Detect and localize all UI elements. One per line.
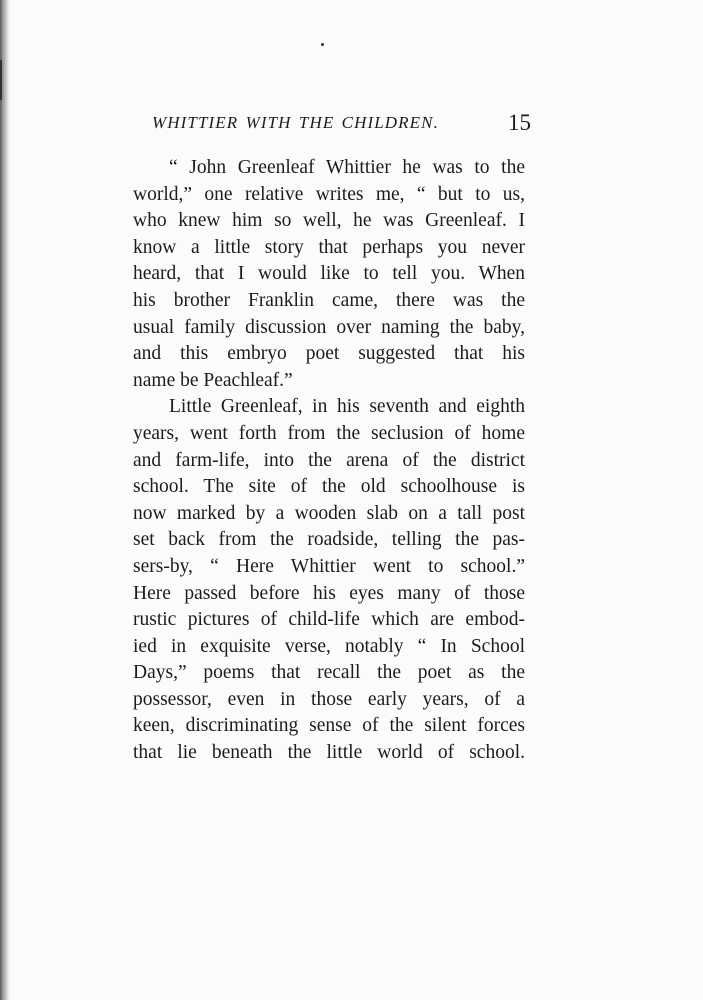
text-line: know a little story that perhaps you never: [133, 236, 525, 258]
text-line: set back from the roadside, telling the pas-: [133, 529, 525, 551]
paragraph-2: [133, 394, 525, 766]
text-line: name be Peachleaf.”: [133, 369, 293, 391]
text-line: usual family discussion over naming the baby,: [133, 316, 525, 338]
text-line: “ John Greenleaf Whittier he was to the: [169, 157, 525, 178]
running-head: [152, 112, 552, 142]
text-line: Little Greenleaf, in his seventh and eighth: [169, 396, 525, 418]
text-line: that lie beneath the little world of school.: [133, 742, 525, 764]
text-line: and this embryo poet suggested that his: [133, 343, 525, 365]
text-line: rustic pictures of child-life which are embod-: [133, 609, 525, 631]
running-head-title: WHITTIER WITH THE CHILDREN.: [152, 113, 439, 132]
text-line: years, went forth from the seclusion of home: [133, 422, 525, 444]
text-line: world,” one relative writes me, “ but to us,: [133, 183, 525, 205]
binding-gutter-shadow: [0, 0, 10, 1000]
edge-mark: [0, 60, 2, 100]
text-line: sers-by, “ Here Whittier went to school.”: [133, 555, 525, 577]
text-line: heard, that I would like to tell you. When: [133, 263, 525, 285]
ink-speck: [321, 43, 324, 46]
text-line: and farm-life, into the arena of the district: [133, 449, 525, 471]
page-number: 15: [508, 110, 531, 135]
text-line: now marked by a wooden slab on a tall post: [133, 502, 525, 524]
text-line: who knew him so well, he was Greenleaf. I: [133, 210, 525, 232]
body-text: [133, 155, 525, 767]
text-line: Days,” poems that recall the poet as the: [133, 662, 525, 684]
text-line: his brother Franklin came, there was the: [133, 289, 525, 311]
text-line: ied in exquisite verse, notably “ In School: [133, 635, 525, 657]
text-line: possessor, even in those early years, of a: [133, 688, 525, 710]
text-line: keen, discriminating sense of the silent forces: [133, 715, 525, 737]
text-line: school. The site of the old schoolhouse is: [133, 476, 525, 498]
paragraph-1: [133, 155, 525, 394]
text-line: Here passed before his eyes many of those: [133, 582, 525, 604]
